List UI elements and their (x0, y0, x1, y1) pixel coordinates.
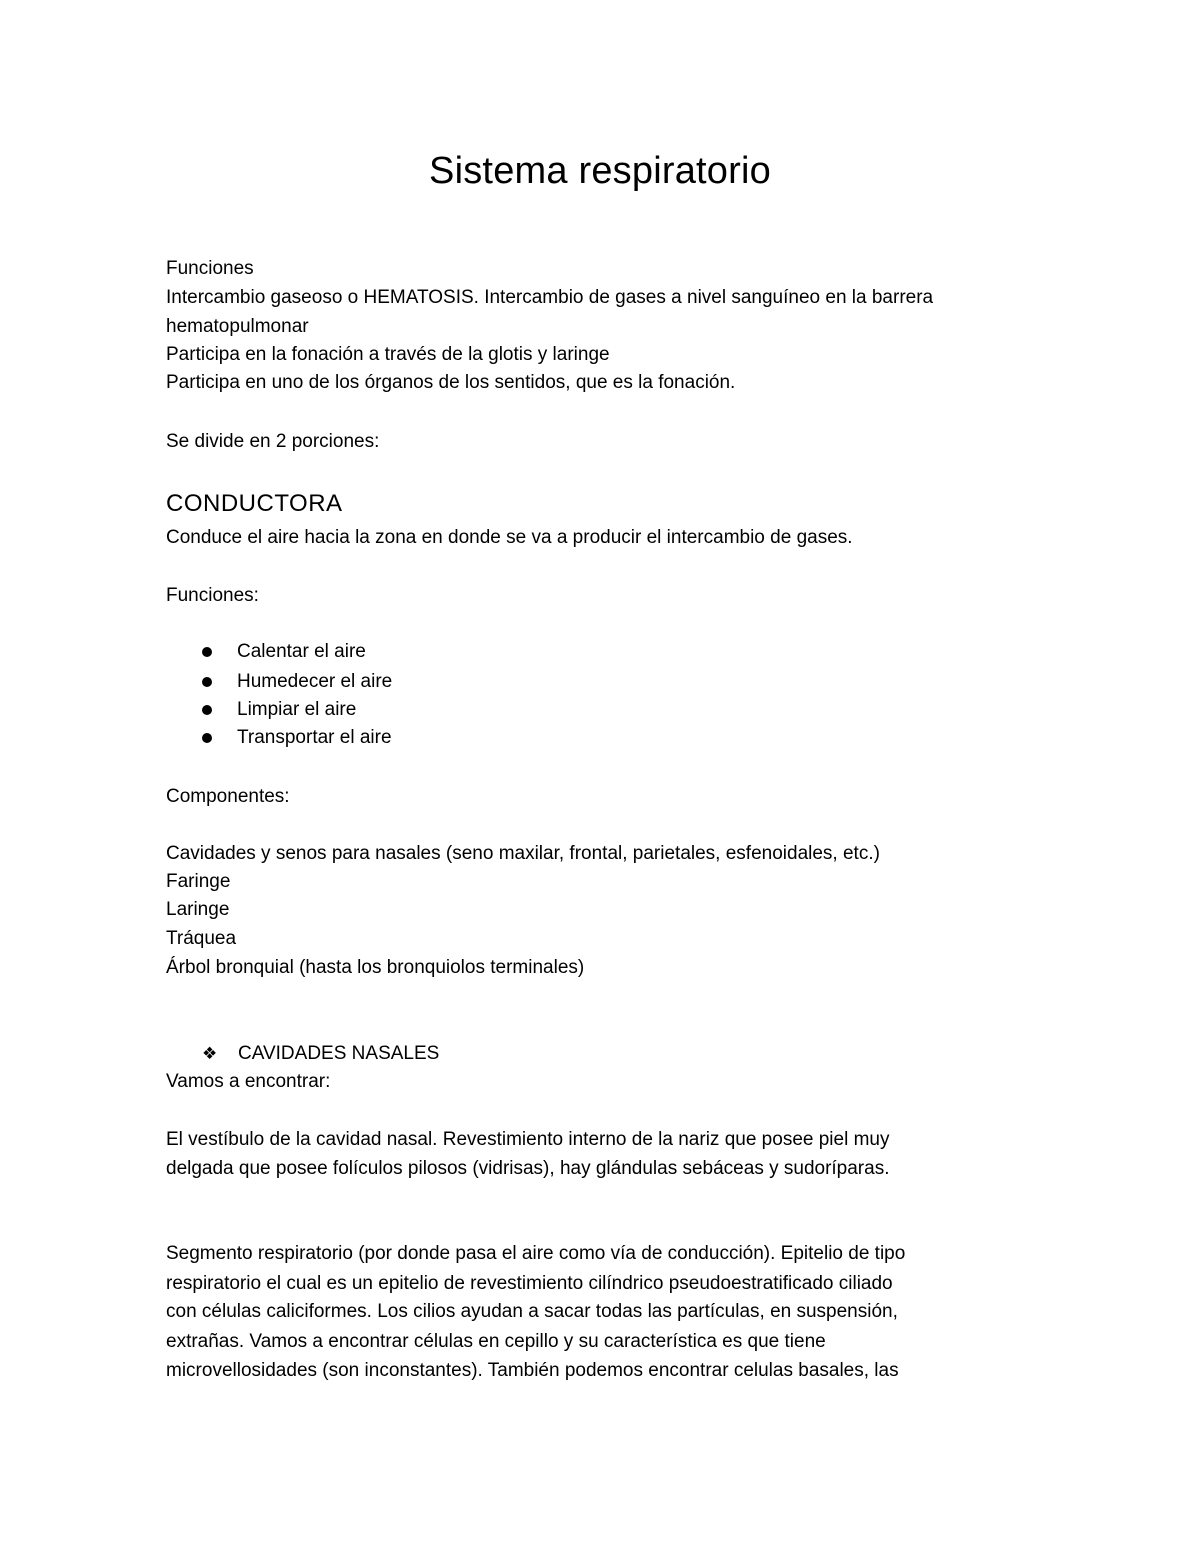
vestibulo-line: delgada que posee folículos pilosos (vidrisas), hay glándulas sebáceas y sudoríparas. (166, 1158, 890, 1179)
componente-item: Árbol bronquial (hasta los bronquiolos terminales) (166, 957, 585, 978)
componentes-label: Componentes: (166, 786, 290, 807)
bullet-icon (202, 705, 212, 715)
segmento-line: microvellosidades (son inconstantes). También podemos encontrar celulas basales, las (166, 1360, 899, 1381)
segmento-line: con células caliciformes. Los cilios ayudan a sacar todas las partículas, en suspensión, (166, 1301, 898, 1322)
bullet-icon (202, 647, 212, 657)
list-item: Transportar el aire (237, 727, 392, 748)
componente-item: Laringe (166, 899, 230, 920)
intro-line: Intercambio gaseoso o HEMATOSIS. Intercambio de gases a nivel sanguíneo en la barrera (166, 287, 934, 308)
conductora-description: Conduce el aire hacia la zona en donde se va a producir el intercambio de gases. (166, 527, 853, 548)
cavidades-intro: Vamos a encontrar: (166, 1071, 331, 1092)
bullet-icon (202, 733, 212, 743)
componente-item: Tráquea (166, 928, 237, 949)
list-item: Limpiar el aire (237, 699, 357, 720)
intro-line: Participa en la fonación a través de la glotis y laringe (166, 344, 610, 365)
segmento-line: extrañas. Vamos a encontrar células en cepillo y su característica es que tiene (166, 1331, 826, 1352)
list-item: Humedecer el aire (237, 671, 393, 692)
intro-line: hematopulmonar (166, 316, 309, 337)
page-title: Sistema respiratorio (429, 150, 771, 192)
bullet-icon (202, 677, 212, 687)
segmento-line: Segmento respiratorio (por donde pasa el aire como vía de conducción). Epitelio de tipo (166, 1243, 906, 1264)
funciones-heading: Funciones (166, 258, 254, 279)
list-item: Calentar el aire (237, 641, 366, 662)
diamond-bullet-icon: ❖ (202, 1044, 218, 1064)
intro-line: Participa en uno de los órganos de los sentidos, que es la fonación. (166, 372, 736, 393)
conductora-funciones-label: Funciones: (166, 585, 259, 606)
segmento-line: respiratorio el cual es un epitelio de revestimiento cilíndrico pseudoestratificado ciliado (166, 1273, 893, 1294)
divide-text: Se divide en 2 porciones: (166, 431, 380, 452)
componente-item: Cavidades y senos para nasales (seno maxilar, frontal, parietales, esfenoidales, etc.) (166, 843, 880, 864)
vestibulo-line: El vestíbulo de la cavidad nasal. Revestimiento interno de la nariz que posee piel muy (166, 1129, 890, 1150)
conductora-heading: CONDUCTORA (166, 490, 343, 517)
cavidades-heading: CAVIDADES NASALES (238, 1043, 440, 1064)
componente-item: Faringe (166, 871, 231, 892)
